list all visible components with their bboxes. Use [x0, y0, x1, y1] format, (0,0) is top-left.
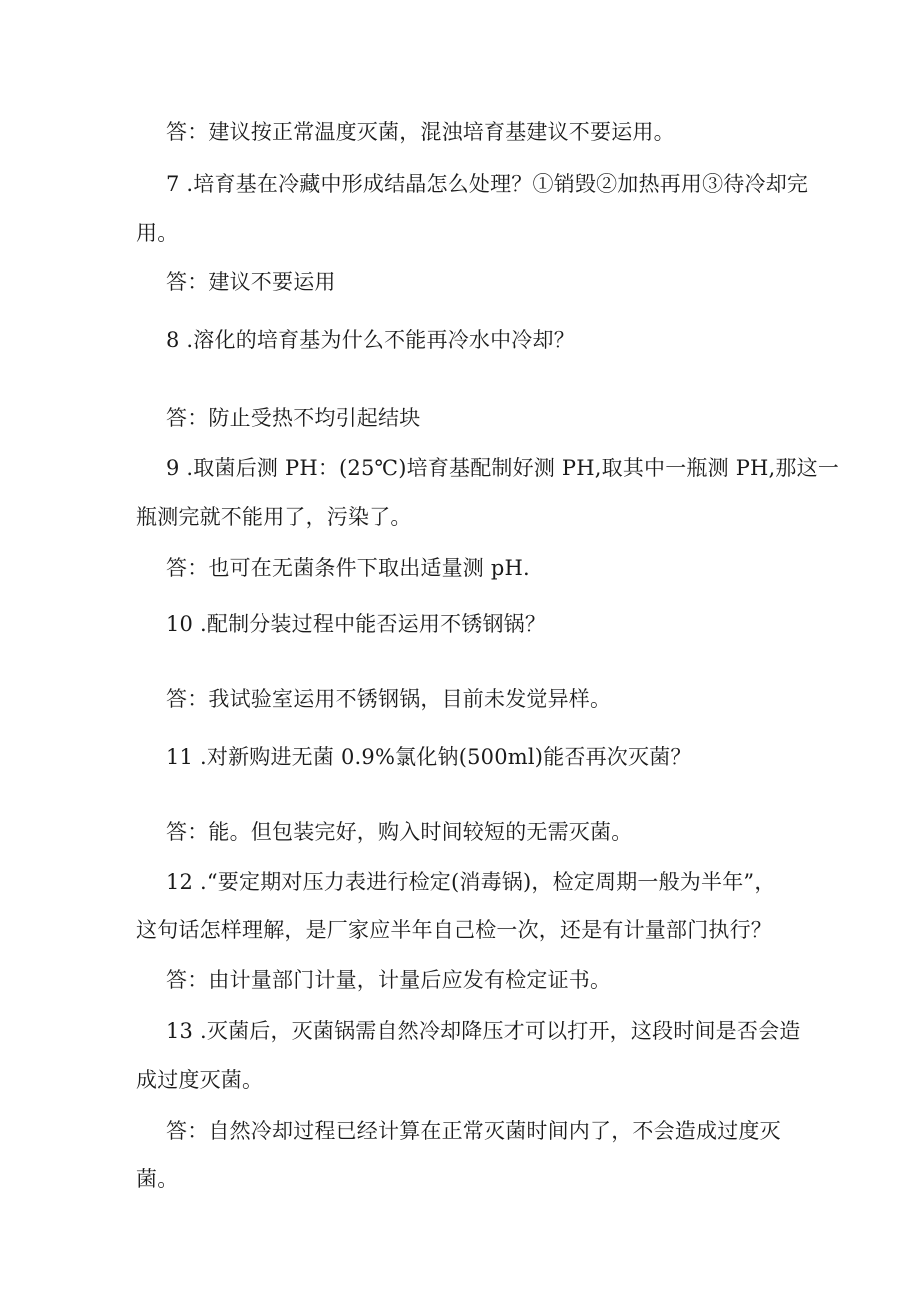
question-13-line-2: 成过度灭菌。: [136, 1068, 264, 1092]
question-12-line-2: 这句话怎样理解，是厂家应半年自己检一次，还是有计量部门执行？: [136, 918, 772, 942]
answer-7: 答：建议不要运用: [166, 270, 336, 294]
question-11: 11 .对新购进无菌 0.9%氯化钠(500ml)能否再次灭菌？: [166, 745, 692, 769]
question-9-line-2: 瓶测完就不能用了，污染了。: [136, 505, 412, 529]
question-10: 10 .配制分装过程中能否运用不锈钢锅？: [166, 612, 547, 636]
question-7-line-2: 用。: [136, 221, 179, 245]
question-13-line-1: 13 .灭菌后，灭菌锅需自然冷却降压才可以打开，这段时间是否会造: [166, 1019, 801, 1043]
question-8: 8 .溶化的培育基为什么不能再冷水中冷却？: [166, 328, 575, 352]
question-12-line-1: 12 .“要定期对压力表进行检定(消毒锅)，检定周期一般为半年”，: [166, 870, 776, 894]
answer-10: 答：我试验室运用不锈钢锅，目前未发觉异样。: [166, 687, 612, 711]
answer-13-line-2: 菌。: [136, 1167, 179, 1191]
answer-13-line-1: 答：自然冷却过程已经计算在正常灭菌时间内了，不会造成过度灭: [166, 1119, 781, 1143]
answer-6: 答：建议按正常温度灭菌，混浊培育基建议不要运用。: [166, 120, 675, 144]
question-9-line-1: 9 .取菌后测 PH：(25℃)培育基配制好测 PH,取其中一瓶测 PH,那这一: [166, 456, 840, 480]
answer-8: 答：防止受热不均引起结块: [166, 406, 421, 430]
question-7-line-1: 7 .培育基在冷藏中形成结晶怎么处理？①销毁②加热再用③待冷却完: [166, 172, 809, 196]
answer-9: 答：也可在无菌条件下取出适量测 pH.: [166, 556, 530, 580]
answer-12: 答：由计量部门计量，计量后应发有检定证书。: [166, 968, 612, 992]
answer-11: 答：能。但包装完好，购入时间较短的无需灭菌。: [166, 820, 633, 844]
